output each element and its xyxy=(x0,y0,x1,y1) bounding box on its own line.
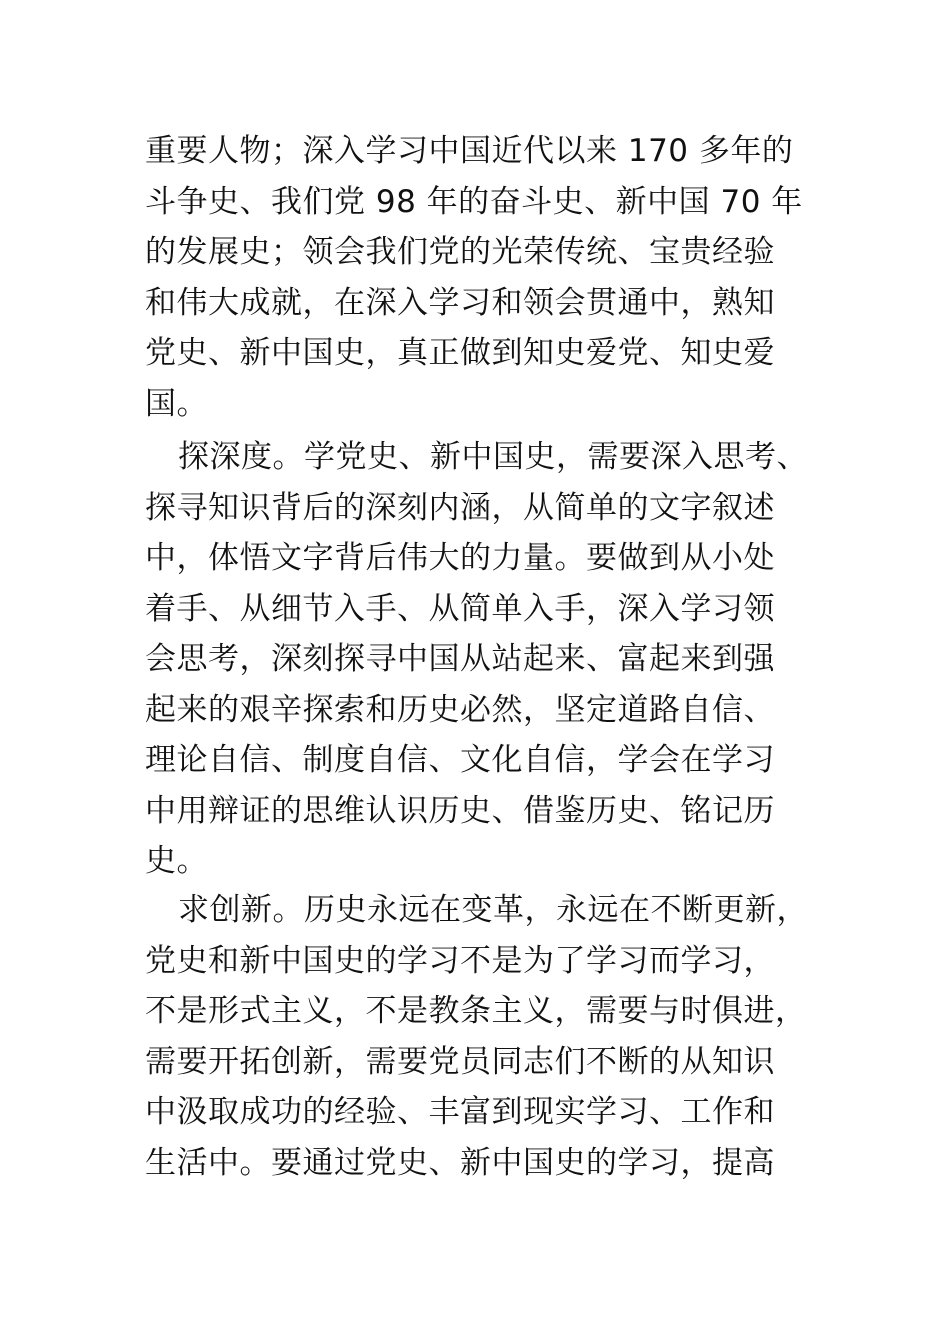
text-line: 生活中。要通过党史、新中国史的学习，提高 xyxy=(145,1144,775,1181)
text-line: 史。 xyxy=(145,843,208,879)
text-line: 求创新。历史永远在变革，永远在不断更新， xyxy=(178,892,808,928)
text-line: 探深度。学党史、新中国史，需要深入思考、 xyxy=(178,439,808,475)
text-line: 党史、新中国史，真正做到知史爱党、知史爱 xyxy=(145,335,775,371)
text-line: 斗争史、我们党 98 年的奋斗史、新中国 70 年 xyxy=(145,183,803,220)
text-line: 的发展史；领会我们党的光荣传统、宝贵经验 xyxy=(145,234,775,270)
text-line: 中，体悟文字背后伟大的力量。要做到从小处 xyxy=(145,540,775,576)
text-line: 理论自信、制度自信、文化自信，学会在学习 xyxy=(145,742,775,778)
text-line: 起来的艰辛探索和历史必然，坚定道路自信、 xyxy=(145,691,775,728)
paragraph-3 xyxy=(145,885,815,1188)
text-line: 探寻知识背后的深刻内涵，从简单的文字叙述 xyxy=(145,489,775,526)
text-line: 不是形式主义，不是教条主义，需要与时俱进， xyxy=(145,993,807,1029)
text-line: 中用辩证的思维认识历史、借鉴历史、铭记历 xyxy=(145,792,775,829)
text-line: 需要开拓创新，需要党员同志们不断的从知识 xyxy=(145,1043,775,1080)
text-line: 会思考，深刻探寻中国从站起来、富起来到强 xyxy=(145,641,775,677)
text-line: 党史和新中国史的学习不是为了学习而学习， xyxy=(145,942,775,979)
text-line: 重要人物；深入学习中国近代以来 170 多年的 xyxy=(145,133,794,169)
text-line: 和伟大成就，在深入学习和领会贯通中，熟知 xyxy=(145,284,775,321)
text-line: 中汲取成功的经验、丰富到现实学习、工作和 xyxy=(145,1094,775,1130)
paragraph-1 xyxy=(145,126,815,429)
text-line: 着手、从细节入手、从简单入手，深入学习领 xyxy=(145,590,775,627)
paragraph-2 xyxy=(145,432,815,887)
text-line: 国。 xyxy=(145,385,208,422)
